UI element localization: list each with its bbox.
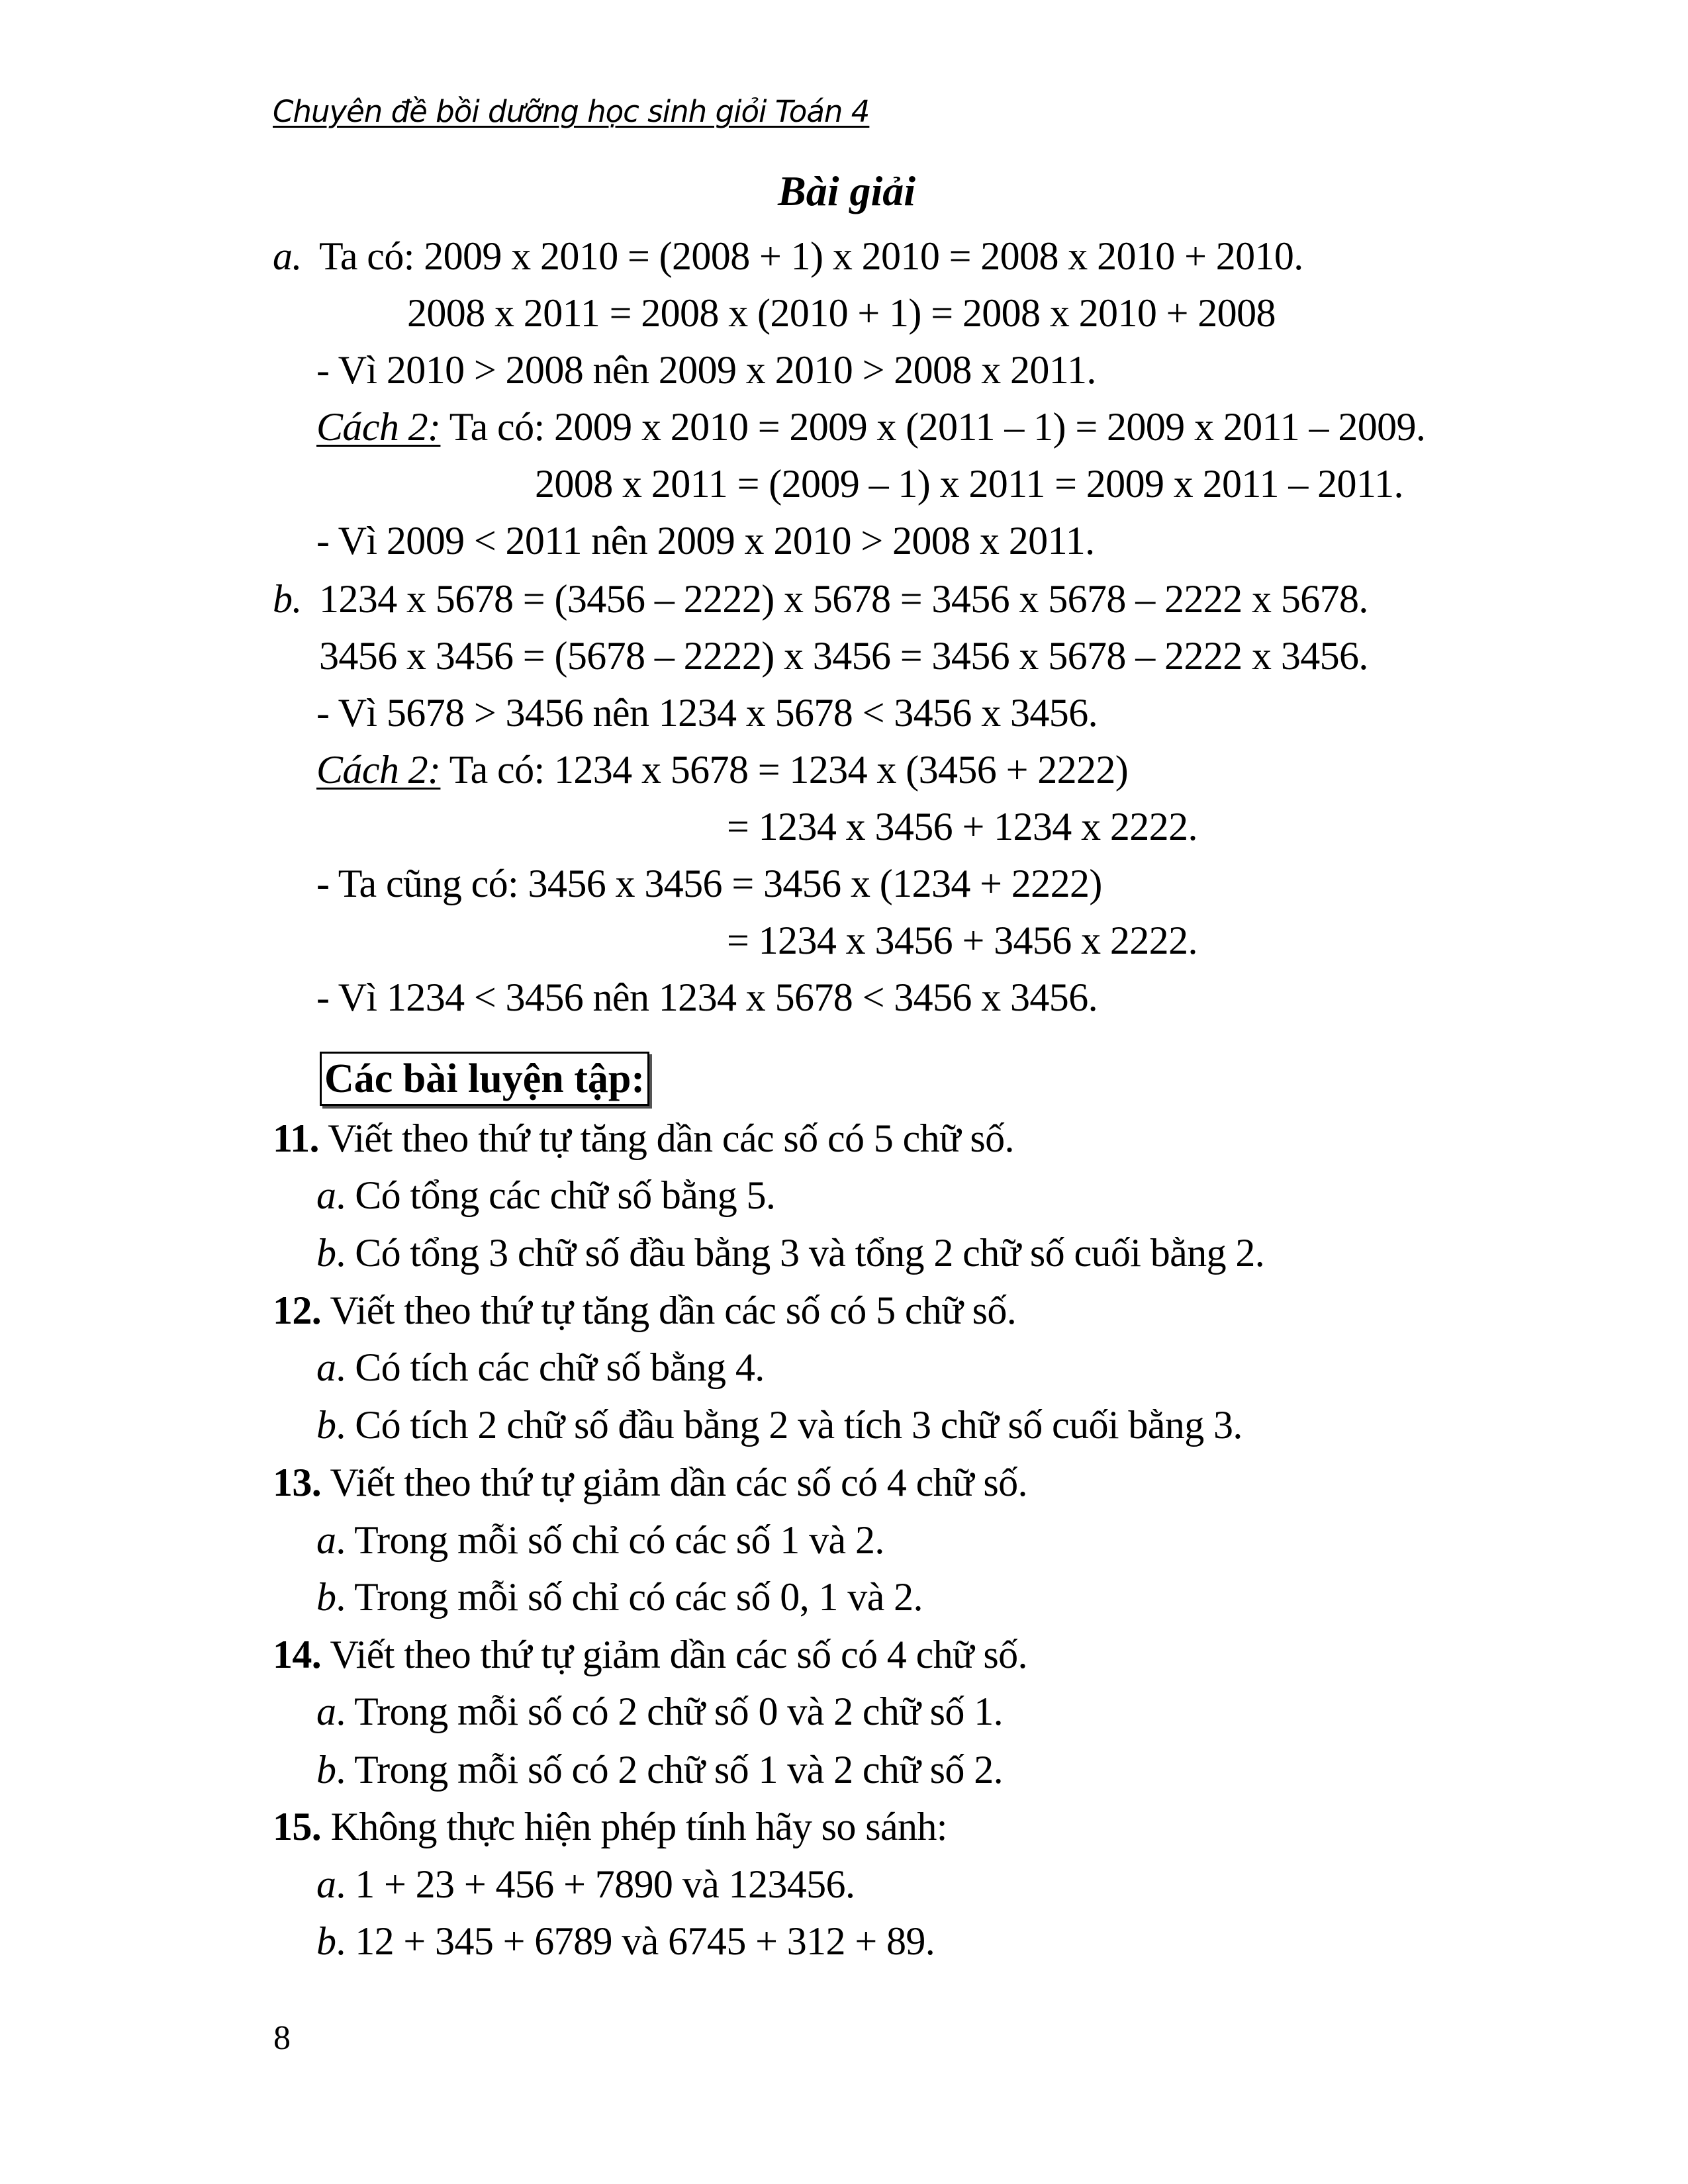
part-a-line-3: - Vì 2010 > 2008 nên 2009 x 2010 > 2008 x 2011.: [316, 348, 1096, 392]
exercise-text: Viết theo thứ tự giảm dần các số có 4 chữ số.: [321, 1461, 1027, 1504]
part-b-line-5: = 1234 x 3456 + 1234 x 2222.: [727, 805, 1197, 848]
item-text: . Trong mỗi số chỉ có các số 0, 1 và 2.: [336, 1575, 923, 1619]
exercise-number: 15.: [273, 1805, 322, 1848]
part-b-line-3: - Vì 5678 > 3456 nên 1234 x 5678 < 3456 x 3456.: [316, 691, 1098, 735]
exercise-15-b: [316, 1920, 935, 1962]
exercise-12-b: [316, 1404, 1243, 1446]
exercise-number: 12.: [273, 1289, 322, 1332]
exercise-13: [273, 1461, 1027, 1504]
part-b-method2-label: Cách 2:: [316, 748, 441, 792]
exercise-15-a: [316, 1863, 855, 1905]
item-text: . Có tổng các chữ số bằng 5.: [336, 1173, 776, 1217]
exercise-13-b: [316, 1576, 923, 1618]
exercise-14-a: [316, 1690, 1003, 1733]
item-label: a: [316, 1518, 336, 1562]
item-text: . Trong mỗi số chỉ có các số 1 và 2.: [336, 1518, 884, 1562]
item-label: b: [316, 1231, 336, 1275]
item-label: a: [316, 1862, 336, 1906]
item-label: a: [316, 1173, 336, 1217]
exercise-text: Viết theo thứ tự giảm dần các số có 4 chữ số.: [321, 1633, 1027, 1676]
solution-title: Bài giải: [778, 167, 916, 214]
item-label: a: [316, 1690, 336, 1733]
practice-heading-box: Các bài luyện tập:: [320, 1052, 649, 1106]
part-b-line-1-text: 1234 x 5678 = (3456 – 2222) x 5678 = 3456 x 5678 – 2222 x 5678.: [319, 577, 1368, 621]
item-text: . Có tích các chữ số bằng 4.: [336, 1345, 765, 1389]
exercise-text: Không thực hiện phép tính hãy so sánh:: [321, 1805, 947, 1848]
item-label: b: [316, 1748, 336, 1792]
exercise-14: [273, 1633, 1027, 1676]
part-a-method2-label: Cách 2:: [316, 405, 441, 449]
item-text: . Có tích 2 chữ số đầu bằng 2 và tích 3 chữ số cuối bằng 3.: [336, 1403, 1243, 1447]
exercise-13-a: [316, 1519, 884, 1561]
exercise-11: [273, 1117, 1014, 1160]
exercise-14-b: [316, 1749, 1003, 1791]
part-a-line-1: [273, 235, 1303, 277]
item-label: b: [316, 1403, 336, 1447]
item-text: . 12 + 345 + 6789 và 6745 + 312 + 89.: [336, 1919, 935, 1963]
item-text: . Trong mỗi số có 2 chữ số 0 và 2 chữ số 1.: [336, 1690, 1003, 1733]
exercise-number: 11.: [273, 1116, 319, 1160]
part-a-label: a.: [273, 234, 302, 278]
item-text: . Trong mỗi số có 2 chữ số 1 và 2 chữ số 2.: [336, 1748, 1003, 1792]
part-b-line-2: 3456 x 3456 = (5678 – 2222) x 3456 = 3456 x 5678 – 2222 x 3456.: [319, 634, 1368, 678]
exercise-text: Viết theo thứ tự tăng dần các số có 5 chữ số.: [321, 1289, 1017, 1332]
item-label: b: [316, 1919, 336, 1963]
page-number: 8: [273, 2019, 291, 2057]
exercise-11-a: [316, 1174, 775, 1216]
exercise-12-a: [316, 1346, 765, 1388]
item-text: . 1 + 23 + 456 + 7890 và 123456.: [336, 1862, 855, 1906]
part-a-line-2: 2008 x 2011 = 2008 x (2010 + 1) = 2008 x 2010 + 2008: [407, 291, 1276, 335]
part-b-line-1: [273, 578, 1368, 620]
exercise-15: [273, 1805, 947, 1848]
part-a-line-1-text: Ta có: 2009 x 2010 = (2008 + 1) x 2010 = 2008 x 2010 + 2010.: [319, 234, 1303, 278]
part-b-line-7: = 1234 x 3456 + 3456 x 2222.: [727, 919, 1197, 962]
part-a-line-6: - Vì 2009 < 2011 nên 2009 x 2010 > 2008 x 2011.: [316, 519, 1095, 563]
exercise-11-b: [316, 1232, 1264, 1274]
exercise-12: [273, 1289, 1016, 1332]
exercise-text: Viết theo thứ tự tăng dần các số có 5 chữ số.: [318, 1116, 1014, 1160]
part-b-line-4-text: Ta có: 1234 x 5678 = 1234 x (3456 + 2222): [440, 748, 1129, 792]
exercise-number: 13.: [273, 1461, 322, 1504]
exercise-number: 14.: [273, 1633, 322, 1676]
part-a-line-4: [316, 406, 1425, 448]
running-header: Chuyên đề bồi dưỡng học sinh giỏi Toán 4: [273, 94, 870, 129]
part-b-line-8: - Vì 1234 < 3456 nên 1234 x 5678 < 3456 x 3456.: [316, 976, 1098, 1019]
part-a-line-5: 2008 x 2011 = (2009 – 1) x 2011 = 2009 x 2011 – 2011.: [535, 462, 1403, 506]
part-b-label: b.: [273, 577, 302, 621]
item-text: . Có tổng 3 chữ số đầu bằng 3 và tổng 2 chữ số cuối bằng 2.: [336, 1231, 1265, 1275]
item-label: a: [316, 1345, 336, 1389]
part-a-line-4-text: Ta có: 2009 x 2010 = 2009 x (2011 – 1) = 2009 x 2011 – 2009.: [440, 405, 1426, 449]
part-b-line-4: [316, 749, 1128, 791]
item-label: b: [316, 1575, 336, 1619]
part-b-line-6: - Ta cũng có: 3456 x 3456 = 3456 x (1234 + 2222): [316, 862, 1102, 905]
